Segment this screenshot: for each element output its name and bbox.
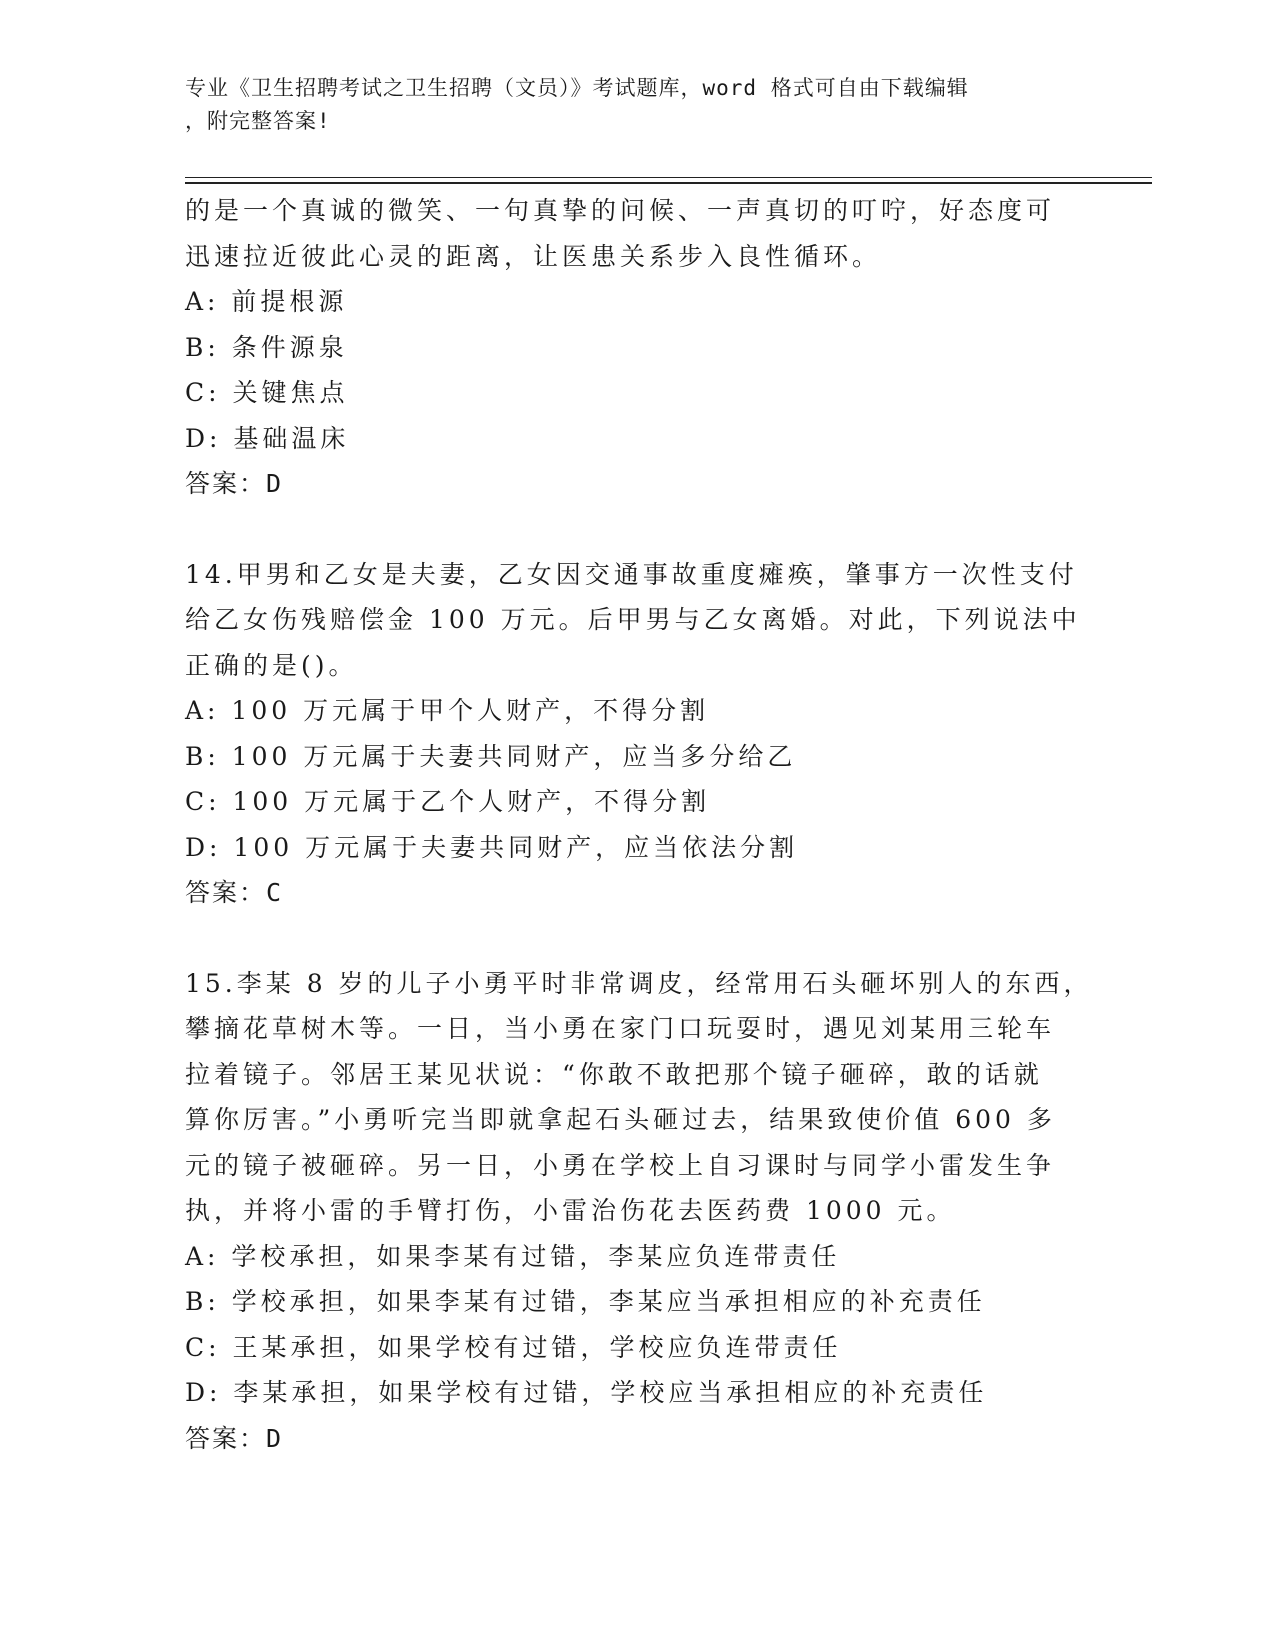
option-d: D: 100 万元属于夫妻共同财产，应当依法分割 [185, 832, 799, 862]
question-text-line: 的是一个真诚的微笑、一句真挚的问候、一声真切的叮咛，好态度可 [185, 196, 1056, 225]
header-divider-thick [185, 182, 1152, 184]
question-text-line: 算你厉害。”小勇听完当即就拿起石头砸过去，结果致使价值 600 多 [185, 1105, 1056, 1134]
question-text-line: 迅速拉近彼此心灵的距离，让医患关系步入良性循环。 [185, 241, 882, 271]
answer-line: 答案：D [185, 1423, 284, 1453]
option-b: B: 学校承担，如果李某有过错，李某应当承担相应的补充责任 [185, 1287, 986, 1316]
option-c: C: 100 万元属于乙个人财产，不得分割 [185, 787, 711, 816]
header-line-2: ，附完整答案! [185, 109, 331, 133]
option-b: B: 条件源泉 [185, 332, 348, 362]
option-a: A: 100 万元属于甲个人财产，不得分割 [185, 696, 710, 725]
question-text-line: 执，并将小雷的手臂打伤，小雷治伤花去医药费 1000 元。 [185, 1196, 956, 1225]
question-14 [185, 552, 1085, 916]
question-text-line: 攀摘花草树木等。一日，当小勇在家门口玩耍时，遇见刘某用三轮车 [185, 1014, 1056, 1043]
option-b: B: 100 万元属于夫妻共同财产，应当多分给乙 [185, 741, 797, 771]
option-d: D: 李某承担，如果学校有过错，学校应当承担相应的补充责任 [185, 1378, 988, 1407]
option-a: A: 学校承担，如果李某有过错，李某应负连带责任 [185, 1241, 841, 1271]
answer-line: 答案：C [185, 878, 284, 907]
document-header [185, 72, 1085, 138]
document-body [185, 188, 1093, 1461]
question-text-line: 正确的是()。 [185, 650, 358, 680]
option-d: D: 基础温床 [185, 423, 350, 453]
answer-line: 答案：D [185, 469, 284, 498]
question-15 [185, 961, 1093, 1462]
option-c: C: 关键焦点 [185, 378, 349, 407]
question-text-line: 拉着镜子。邻居王某见状说：“你敢不敢把那个镜子砸碎，敢的话就 [185, 1059, 1043, 1089]
option-a: A: 前提根源 [185, 287, 348, 316]
question-text-line: 元的镜子被砸碎。另一日，小勇在学校上自习课时与同学小雷发生争 [185, 1150, 1056, 1180]
question-text-line: 15.李某 8 岁的儿子小勇平时非常调皮，经常用石头砸坏别人的东西， [185, 968, 1093, 998]
option-c: C: 王某承担，如果学校有过错，学校应负连带责任 [185, 1332, 842, 1362]
header-divider-thin [185, 177, 1152, 178]
header-line-1: 专业《卫生招聘考试之卫生招聘（文员）》考试题库，word 格式可自由下载编辑 [185, 76, 969, 100]
question-13-continued [185, 188, 1085, 507]
question-text-line: 14.甲男和乙女是夫妻，乙女因交通事故重度瘫痪，肇事方一次性支付 [185, 559, 1078, 589]
question-text-line: 给乙女伤残赔偿金 100 万元。后甲男与乙女离婚。对此，下列说法中 [185, 605, 1081, 634]
